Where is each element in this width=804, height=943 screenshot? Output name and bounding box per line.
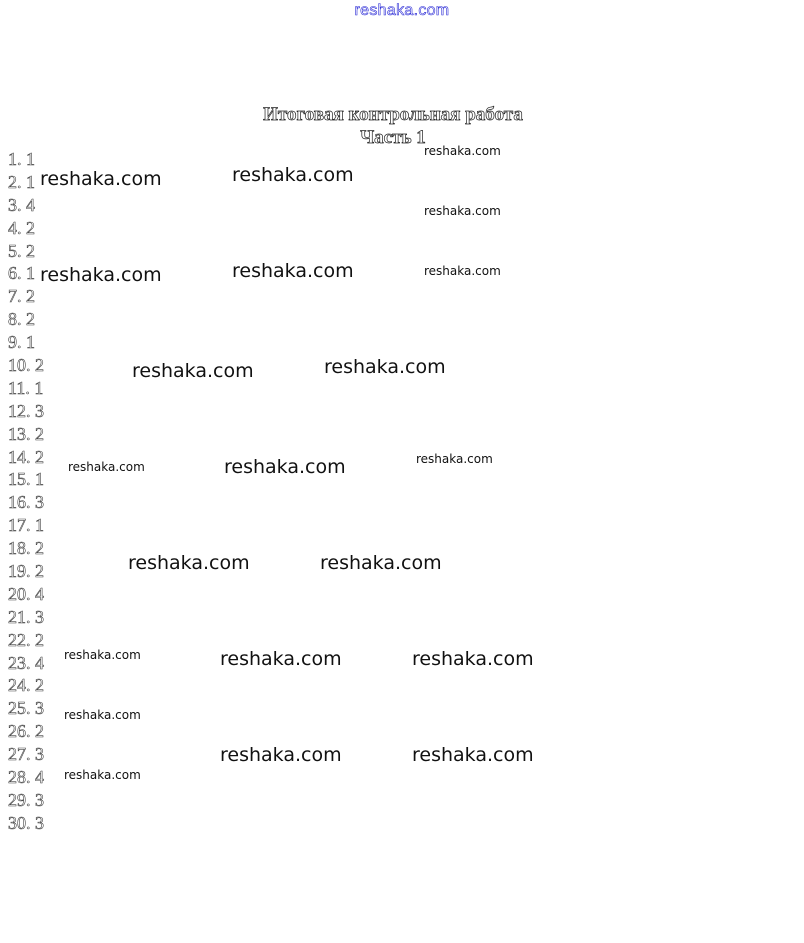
- watermark: reshaka.com: [40, 168, 162, 190]
- answer-item: 8. 2: [8, 309, 35, 330]
- answer-item: 6. 1: [8, 263, 35, 284]
- site-header-link[interactable]: reshaka.com: [354, 2, 450, 19]
- answer-item: 4. 2: [8, 217, 35, 238]
- answer-item: 1. 1: [8, 149, 35, 169]
- answer-item: 25. 3: [8, 698, 44, 719]
- watermark: reshaka.com: [412, 648, 534, 670]
- answer-item: 20. 4: [8, 583, 44, 604]
- answer-item: 19. 2: [8, 561, 44, 582]
- watermark: reshaka.com: [232, 164, 354, 186]
- answer-item: 30. 3: [8, 812, 44, 833]
- answer-item: 15. 1: [8, 469, 44, 490]
- answer-item: 22. 2: [8, 629, 44, 650]
- watermark: reshaka.com: [132, 360, 254, 382]
- answer-item: 29. 3: [8, 789, 44, 810]
- watermark: reshaka.com: [224, 456, 346, 478]
- watermark: reshaka.com: [424, 144, 501, 158]
- watermark: reshaka.com: [324, 356, 446, 378]
- watermark: reshaka.com: [220, 648, 342, 670]
- answer-item: 2. 1: [8, 171, 35, 192]
- answer-item: 16. 3: [8, 492, 44, 513]
- watermark: reshaka.com: [64, 708, 141, 722]
- answer-item: 21. 3: [8, 606, 44, 627]
- watermark: reshaka.com: [416, 452, 493, 466]
- answer-item: 26. 2: [8, 721, 44, 742]
- watermark: reshaka.com: [320, 552, 442, 574]
- answer-item: 11. 1: [8, 377, 44, 398]
- answer-item: 12. 3: [8, 400, 44, 421]
- answer-item: 5. 2: [8, 240, 35, 261]
- watermark: reshaka.com: [424, 204, 501, 218]
- answer-item: 23. 4: [8, 652, 44, 673]
- answer-list: [8, 148, 44, 835]
- watermark: reshaka.com: [232, 260, 354, 282]
- answer-item: 9. 1: [8, 332, 35, 353]
- watermark: reshaka.com: [40, 264, 162, 286]
- watermark: reshaka.com: [412, 744, 534, 766]
- watermark: reshaka.com: [424, 264, 501, 278]
- watermark: reshaka.com: [220, 744, 342, 766]
- answer-item: 13. 2: [8, 423, 44, 444]
- answer-item: 7. 2: [8, 286, 35, 307]
- answer-item: 24. 2: [8, 675, 44, 696]
- answer-item: 28. 4: [8, 767, 44, 788]
- answer-item: 18. 2: [8, 538, 44, 559]
- answer-item: 27. 3: [8, 744, 44, 765]
- answer-item: 14. 2: [8, 446, 44, 467]
- watermark: reshaka.com: [64, 768, 141, 782]
- document-subtitle: Часть 1: [360, 127, 426, 148]
- answer-item: 3. 4: [8, 194, 35, 215]
- watermark: reshaka.com: [68, 460, 145, 474]
- answer-item: 17. 1: [8, 515, 44, 536]
- document-title: Итоговая контрольная работа: [263, 104, 523, 125]
- answer-item: 10. 2: [8, 355, 44, 376]
- watermark: reshaka.com: [128, 552, 250, 574]
- watermark: reshaka.com: [64, 648, 141, 662]
